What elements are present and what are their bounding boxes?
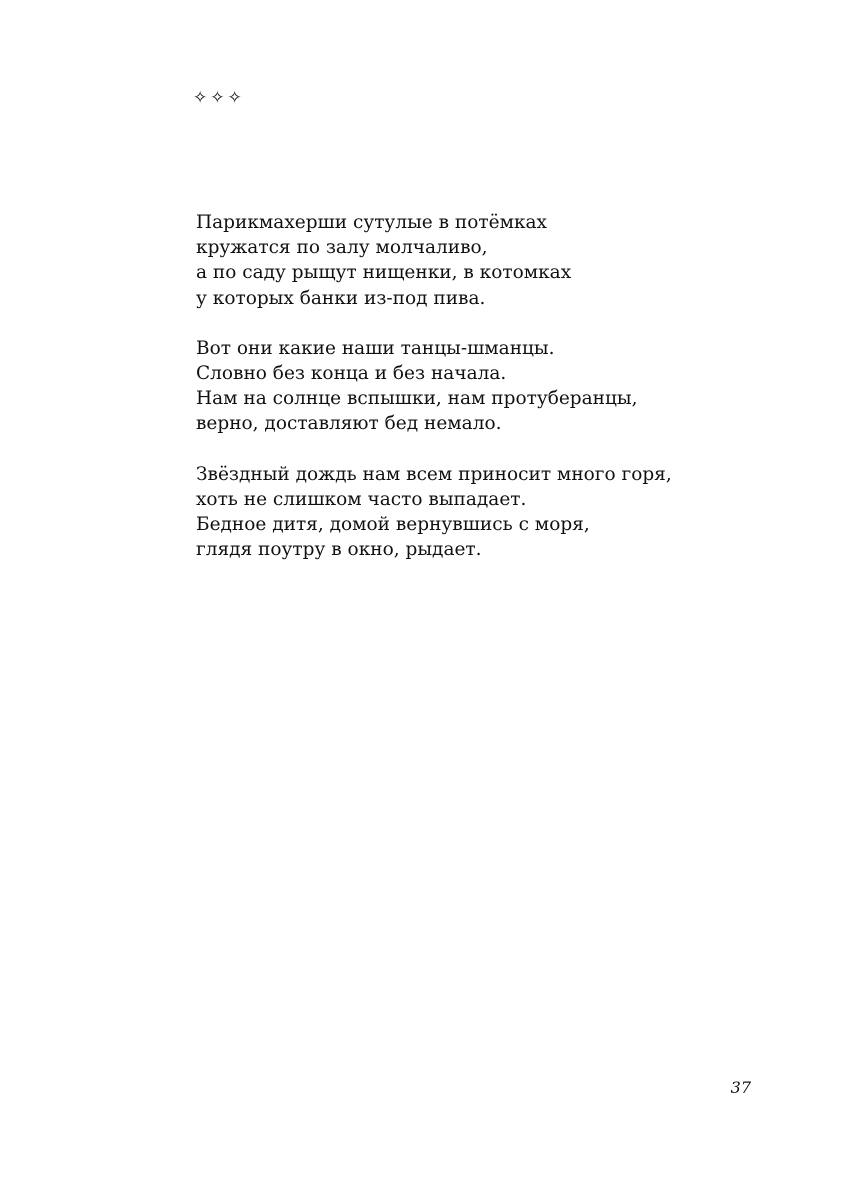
poem-line: а по саду рыщут нищенки, в котомках [196,262,572,284]
poem-line: кружатся по залу молчаливо, [196,237,488,259]
page-number: 37 [730,1078,751,1097]
poem-line: Парикмахерши сутулые в потёмках [196,212,547,233]
poem-line: Вот они какие наши танцы-шманцы. [196,337,555,359]
poem-line: Бедное дитя, домой вернувшись с моря, [196,514,590,536]
poem-line: Словно без конца и без начала. [196,363,507,385]
stanza-3 [196,462,796,563]
poem-line: верно, доставляют бед немало. [196,413,502,435]
poem-line: у которых банки из-под пива. [196,287,486,309]
poem-line: Нам на солнце вспышки, нам протуберанцы, [196,388,638,410]
stanza-2 [196,336,796,437]
poem [196,210,796,587]
poem-line: глядя поутру в окно, рыдает. [196,539,482,561]
stanza-1 [196,210,796,311]
section-ornament: ✧✧✧ [193,88,245,108]
poem-line: Звёздный дождь нам всем приносит много горя, [196,463,672,485]
poem-line: хоть не слишком часто выпадает. [196,488,527,510]
